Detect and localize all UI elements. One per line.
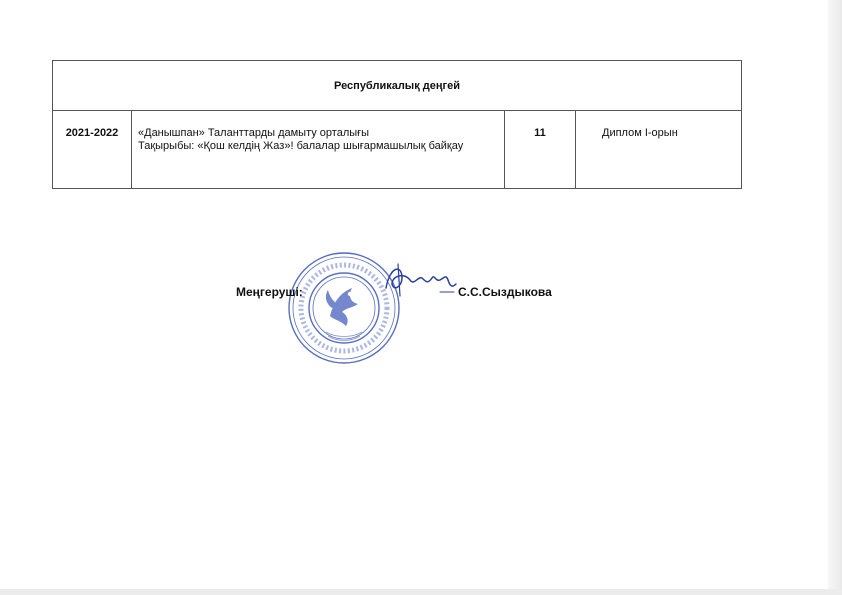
signatory-role: Меңгеруші: (236, 285, 303, 299)
scan-edge-right (828, 0, 842, 595)
result-cell: Диплом І-орын (576, 111, 742, 189)
awards-table (52, 60, 742, 189)
table-row (53, 111, 742, 189)
event-cell (132, 111, 505, 189)
handwritten-signature (380, 258, 460, 302)
grade-cell: 11 (505, 111, 576, 189)
event-topic: Тақырыбы: «Қош келдің Жаз»! балалар шығармашылық байқау (138, 140, 464, 152)
level-heading: Республикалық деңгей (53, 61, 742, 111)
event-organizer: «Данышпан» Таланттарды дамыту орталығы (138, 127, 370, 139)
level-heading-row (53, 61, 742, 111)
scan-edge-bottom (0, 589, 842, 595)
year-cell: 2021-2022 (53, 111, 132, 189)
signatory-name: С.С.Сыздыкова (458, 285, 552, 299)
